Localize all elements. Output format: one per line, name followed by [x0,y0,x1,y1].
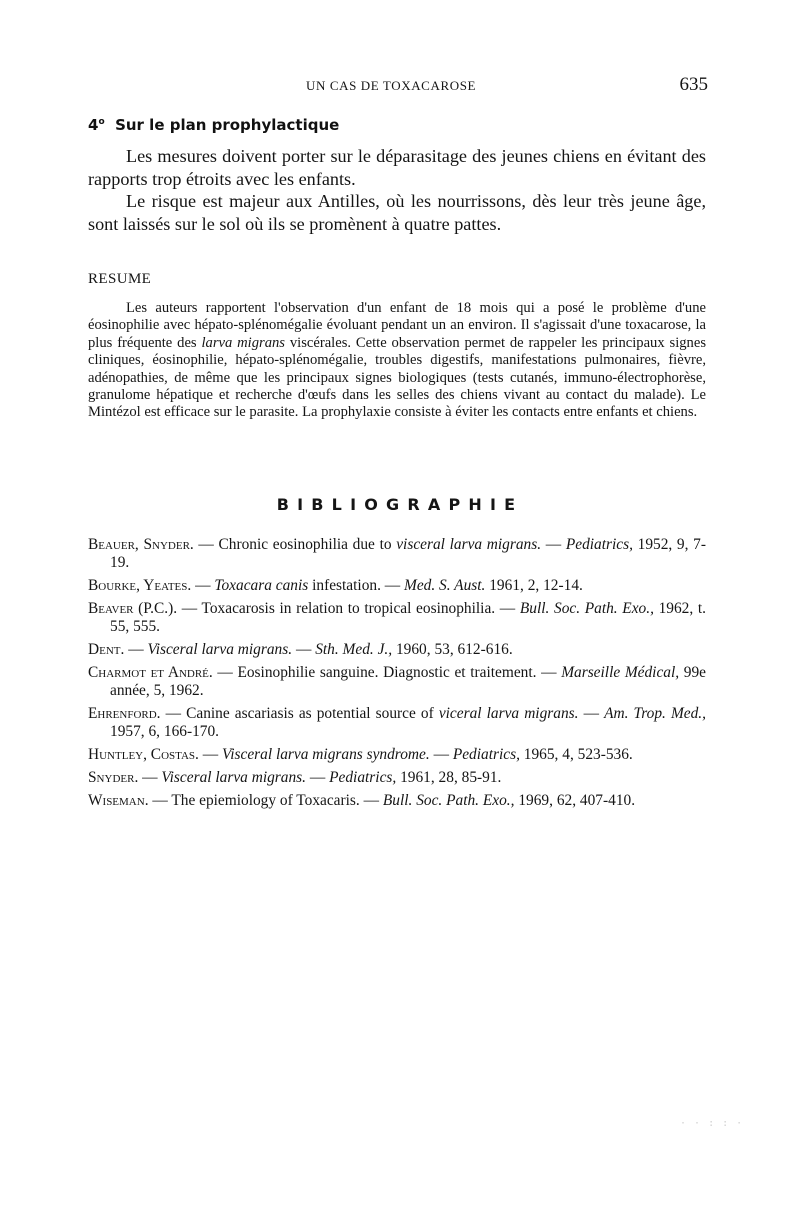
reference-item [88,705,706,741]
section-title: Sur le plan prophylactique [115,116,340,134]
reference-authors: Ehrenford. [88,705,161,722]
reference-title: visceral larva migrans. [396,536,542,553]
reference-authors: Dent. [88,641,125,658]
section-number: 4 [88,116,99,134]
reference-item [88,536,706,572]
reference-authors: Huntley, Costas. [88,746,199,763]
reference-item [88,664,706,700]
page-number: 635 [679,74,708,95]
reference-journal: Med. S. Aust. [404,577,486,594]
reference-text: — Eosinophilie sanguine. Diagnostic et traitement. — [212,664,562,681]
reference-details: 1960, 53, 612-616. [392,641,513,658]
reference-text: — The epiemiology of Toxacaris. — [148,792,383,809]
body-paragraph: Les mesures doivent porter sur le déparasitage des jeunes chiens en évitant des rapports trop étroits avec les enfants. [88,146,706,189]
reference-text: — [138,769,162,786]
reference-title: Visceral larva migrans syndrome. [221,746,430,763]
reference-title: viceral larva migrans. [438,705,579,722]
reference-details: 99e année, 5, 1962. [110,664,706,699]
running-head [86,76,708,100]
scan-artifact: · · : : · [680,1118,744,1129]
reference-authors: Beaver (P.C.). [88,600,178,617]
reference-title: Bull. Soc. Path. Exo., [382,792,515,809]
reference-authors: Wiseman. [88,792,149,809]
reference-details: 1952, 9, 7-19. [110,536,706,571]
reference-details: 1961, 2, 12-14. [485,577,583,594]
resume-heading: RESUME [88,271,152,287]
reference-details: 1962, t. 55, 555. [110,600,707,635]
reference-details: 1969, 62, 407-410. [514,792,636,809]
body-paragraph: Le risque est majeur aux Antilles, où les nourrissons, dès leur très jeune âge, sont laissés sur le sol où ils se promènent à quatre pattes. [88,191,706,234]
reference-text: — [198,746,222,763]
reference-journal: Sth. Med. J., [315,641,393,658]
reference-title: Toxacara canis [214,577,309,594]
reference-authors: Snyder. [88,769,139,786]
reference-separator: — [429,746,453,763]
reference-list [88,536,706,815]
reference-text: — Canine ascariasis as potential source of [160,705,439,722]
resume-text-part2: viscérales. Cette observation permet de rappeler les principaux signes cliniques, éosinophilie, hépato-splénomégalie, troubles digestifs, manifestations pulmonaires, fièvre, adénopathies, de même que les principaux signes biologiques (tests cutanés, immuno-électrophorèse, granulome hépatique et recherche d'œufs dans les selles des chiens vivant au contact du malade). Le Mintézol est efficace sur le parasite. La prophylaxie consiste à éviter les contacts entre enfants et chiens. [88,334,706,421]
reference-item [88,600,706,636]
resume-text-italic: larva migrans [201,334,285,351]
reference-separator: — [541,536,566,553]
bibliography-heading: BIBLIOGRAPHIE [276,495,524,514]
reference-text: — Chronic eosinophilia due to [193,536,397,553]
reference-item [88,577,706,595]
reference-details: 1965, 4, 523-536. [519,746,633,763]
resume-paragraph [88,300,706,422]
reference-separator: — [578,705,605,722]
reference-separator: infestation. — [308,577,405,594]
reference-authors: Charmot et André. [88,664,213,681]
reference-title: Visceral larva migrans. [147,641,293,658]
reference-item [88,769,706,787]
reference-title: Bull. Soc. Path. Exo., [519,600,654,617]
reference-item [88,746,706,764]
section-heading [88,116,339,134]
reference-item [88,641,706,659]
reference-journal: Pediatrics, [329,769,397,786]
resume-text-part1: Les auteurs rapportent l'observation d'un enfant de 18 mois qui a posé le problème d'une éosinophilie avec hépato-splénomégalie évoluant pendant un an environ. Il s'agissait d'une toxacarose, la plus fréquente des [88,300,706,351]
reference-authors: Bourke, Yeates. [88,577,192,594]
reference-text: — [191,577,215,594]
reference-journal: Pediatrics, [452,746,520,763]
reference-item [88,792,706,810]
reference-authors: Beauer, Snyder. [88,536,194,553]
reference-text: — [124,641,148,658]
reference-journal: Pediatrics, [565,536,633,553]
reference-separator: — [292,641,316,658]
reference-text: — Toxacarosis in relation to tropical eosinophilia. — [177,600,520,617]
reference-details: 1957, 6, 166-170. [110,723,220,740]
reference-journal: Am. Trop. Med., [604,705,706,722]
reference-separator: — [306,769,330,786]
reference-details: 1961, 28, 85-91. [396,769,502,786]
reference-title: Visceral larva migrans. [161,769,307,786]
section-number-sup: o [98,117,105,127]
running-head-title: UN CAS DE TOXACAROSE [306,78,477,93]
reference-title: Marseille Médical, [561,664,680,681]
